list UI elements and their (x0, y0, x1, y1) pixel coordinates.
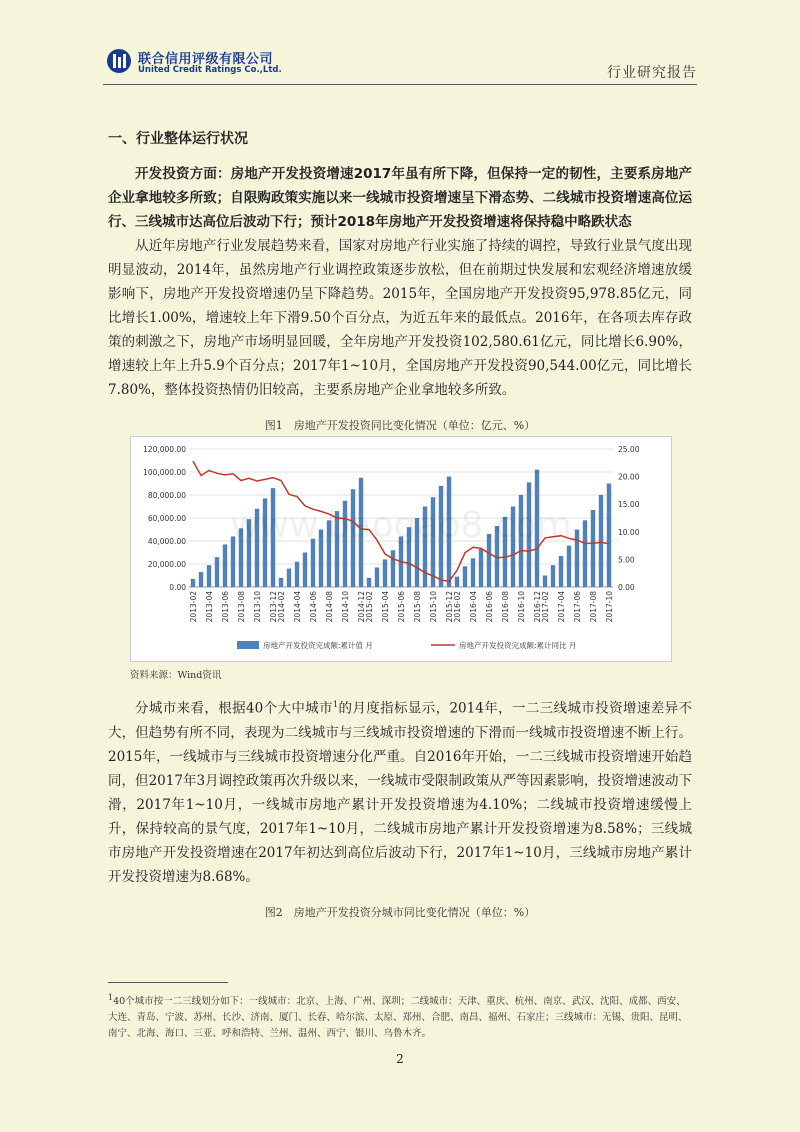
figure2-caption: 图2 房地产开发投资分城市同比变化情况（单位：%） (264, 906, 536, 919)
right-axis-tick-label: 25.00 (618, 445, 640, 454)
legend-line-label: 房地产开发投资完成额:累计同比 月 (459, 641, 577, 650)
left-axis-tick-label: 120,000.00 (143, 445, 186, 454)
bar (463, 566, 467, 587)
bar (391, 550, 395, 587)
figure1-caption: 图1 房地产开发投资同比变化情况（单位：亿元、%） (264, 419, 536, 432)
x-tick-label: 2016-04 (469, 591, 478, 623)
bar (471, 558, 475, 587)
bar (287, 569, 291, 587)
paragraph-2-text-a: 分城市来看，根据40个大中城市 (135, 700, 333, 717)
paragraph-2 (108, 693, 692, 889)
bar (279, 578, 283, 587)
x-tick-label: 2014-10 (341, 591, 350, 623)
x-tick-label: 2014-06 (309, 591, 318, 623)
bar (303, 553, 307, 588)
x-tick-label: 2015-04 (381, 591, 390, 623)
bar (295, 562, 299, 587)
right-axis-tick-label: 20.00 (618, 472, 640, 482)
footnote-text: 40个城市按一二三线划分如下：一线城市：北京、上海、广州、深圳；二线城市：天津、重庆、杭州、南京、武汉、沈阳、成都、西安、大连、青岛、宁波、苏州、长沙、济南、厦门、长春、哈尔滨、太原、郑州、合肥、南昌、福州、石家庄；三线城市：无锡、贵阳、昆明、南宁、北海、海口、三亚、呼和浩特、兰州、温州、西宁、银川、乌鲁木齐。 (108, 996, 688, 1040)
x-tick-label: 2016-10 (517, 591, 526, 623)
bar (455, 577, 459, 587)
x-tick-label: 2016-02 (453, 591, 462, 623)
x-tick-label: 2014-02 (277, 591, 286, 623)
footnote (108, 990, 692, 1042)
company-logo-icon (106, 48, 132, 74)
left-axis-tick-label: 80,000.00 (147, 491, 186, 500)
bar (383, 559, 387, 587)
section-title: 一、行业整体运行状况 (108, 131, 248, 147)
bar (567, 546, 571, 587)
x-tick-label: 2013-04 (205, 591, 214, 623)
legend-bar-swatch (237, 641, 259, 649)
x-tick-label: 2017-02 (541, 591, 550, 623)
figure1-chart (130, 436, 672, 662)
watermark: www.baogao8.com (230, 505, 572, 546)
bar (375, 567, 379, 587)
bar (199, 572, 203, 587)
footnote-mark: 1 (108, 993, 114, 1002)
x-tick-label: 2016-06 (485, 591, 494, 623)
right-axis-tick-label: 15.00 (618, 500, 640, 510)
right-axis-tick-label: 0.00 (618, 583, 635, 592)
bar (191, 579, 195, 587)
left-axis-tick-label: 20,000.00 (147, 560, 186, 569)
x-tick-label: 2014-12 (357, 591, 366, 623)
bar (479, 549, 483, 587)
chart-svg (131, 437, 671, 661)
paragraph-1: 从近年房地产行业发展趋势来看，国家对房地产行业实施了持续的调控，导致行业景气度出现明显波动，2014年，虽然房地产行业调控政策逐步放松，但在前期过快发展和宏观经济增速放缓影响下，房地产开发投资增速仍呈下降趋势。2015年，全国房地产开发投资95,978.85亿元，同比增长1.00%，增速较上年下滑9.50个百分点，为近五年来的最低点。2016年，在各项去库存政策的刺激之下，房地产市场明显回暖，全年房地产开发投资102,580.61亿元，同比增长6.90%，增速较上年上升5.9个百分点；2017年1~10月，全国房地产开发投资90,544.00亿元，同比增长7.80%，整体投资热情仍旧较高，主要系房地产企业拿地较多所致。 (108, 238, 692, 398)
figure1-source: 资料来源：Wind资讯 (130, 670, 222, 681)
x-tick-label: 2017-04 (557, 591, 566, 623)
x-tick-label: 2015-12 (445, 591, 454, 623)
x-tick-label: 2014-04 (293, 591, 302, 623)
header-divider (103, 84, 697, 85)
x-tick-label: 2016-08 (501, 591, 510, 623)
page-number: 2 (396, 1052, 404, 1066)
bar (559, 556, 563, 587)
bar (223, 544, 227, 587)
bar (215, 557, 219, 587)
bar (591, 510, 595, 587)
lead-paragraph: 开发投资方面：房地产开发投资增速2017年虽有所下降，但保持一定的韧性，主要系房地产企业拿地较多所致；自限购政策实施以来一线城市投资增速呈下滑态势、二线城市投资增速高位运行、三线城市达高位后波动下行；预计2018年房地产开发投资增速将保持稳中略跌状态 (108, 166, 692, 230)
x-tick-label: 2015-02 (365, 591, 374, 623)
left-axis-tick-label: 0.00 (169, 583, 186, 592)
bar (599, 495, 603, 587)
x-tick-label: 2016-12 (533, 591, 542, 623)
x-tick-label: 2013-10 (253, 591, 262, 623)
bar (543, 576, 547, 588)
x-tick-label: 2017-06 (573, 591, 582, 623)
bar (551, 565, 555, 587)
bar (207, 565, 211, 587)
x-tick-label: 2013-12 (269, 591, 278, 623)
page-header (0, 0, 800, 95)
legend-bar-label: 房地产开发投资完成额:累计值 月 (263, 641, 373, 650)
x-tick-label: 2017-10 (605, 591, 614, 623)
report-type-label: 行业研究报告 (607, 65, 697, 81)
company-name-en: United Credit Ratings Co.,Ltd. (138, 65, 282, 75)
right-axis-tick-label: 5.00 (618, 555, 635, 565)
bar (583, 520, 587, 587)
footnote-ref: 1 (332, 700, 339, 709)
left-axis-tick-label: 40,000.00 (147, 537, 186, 546)
x-tick-label: 2014-08 (325, 591, 334, 623)
right-axis-tick-label: 10.00 (618, 527, 640, 537)
paragraph-2-text-b: 的月度指标显示，2014年，一二三线城市投资增速差异不大，但趋势有所不同，表现为二线城市与三线城市投资增速的下滑而一线城市投资增速不断上行。2015年，一线城市与三线城市投资增速分化严重。自2016年开始，一二三线城市投资增速开始趋同，但2017年3月调控政策再次升级以来，一线城市受限制政策从严等因素影响，投资增速波动下滑，2017年1~10月，一线城市房地产累计开发投资增速为4.10%；二线城市投资增速缓慢上升，保持较高的景气度，2017年1~10月，二线城市房地产累计开发投资增速为8.58%；三线城市房地产开发投资增速在2017年初达到高位后波动下行，2017年1~10月，三线城市房地产累计开发投资增速为8.68%。 (108, 700, 692, 885)
x-tick-label: 2013-02 (189, 591, 198, 623)
company-name-cn: 联合信用评级有限公司 (138, 52, 274, 67)
x-tick-label: 2015-08 (413, 591, 422, 623)
bar (575, 530, 579, 588)
footnote-divider (108, 982, 228, 983)
x-tick-label: 2013-06 (221, 591, 230, 623)
bar (367, 578, 371, 587)
x-tick-label: 2015-10 (429, 591, 438, 623)
x-tick-label: 2015-06 (397, 591, 406, 623)
x-tick-label: 2013-08 (237, 591, 246, 623)
x-tick-label: 2017-08 (589, 591, 598, 623)
left-axis-tick-label: 60,000.00 (147, 514, 186, 523)
left-axis-tick-label: 100,000.00 (143, 468, 186, 477)
bar (607, 484, 611, 588)
